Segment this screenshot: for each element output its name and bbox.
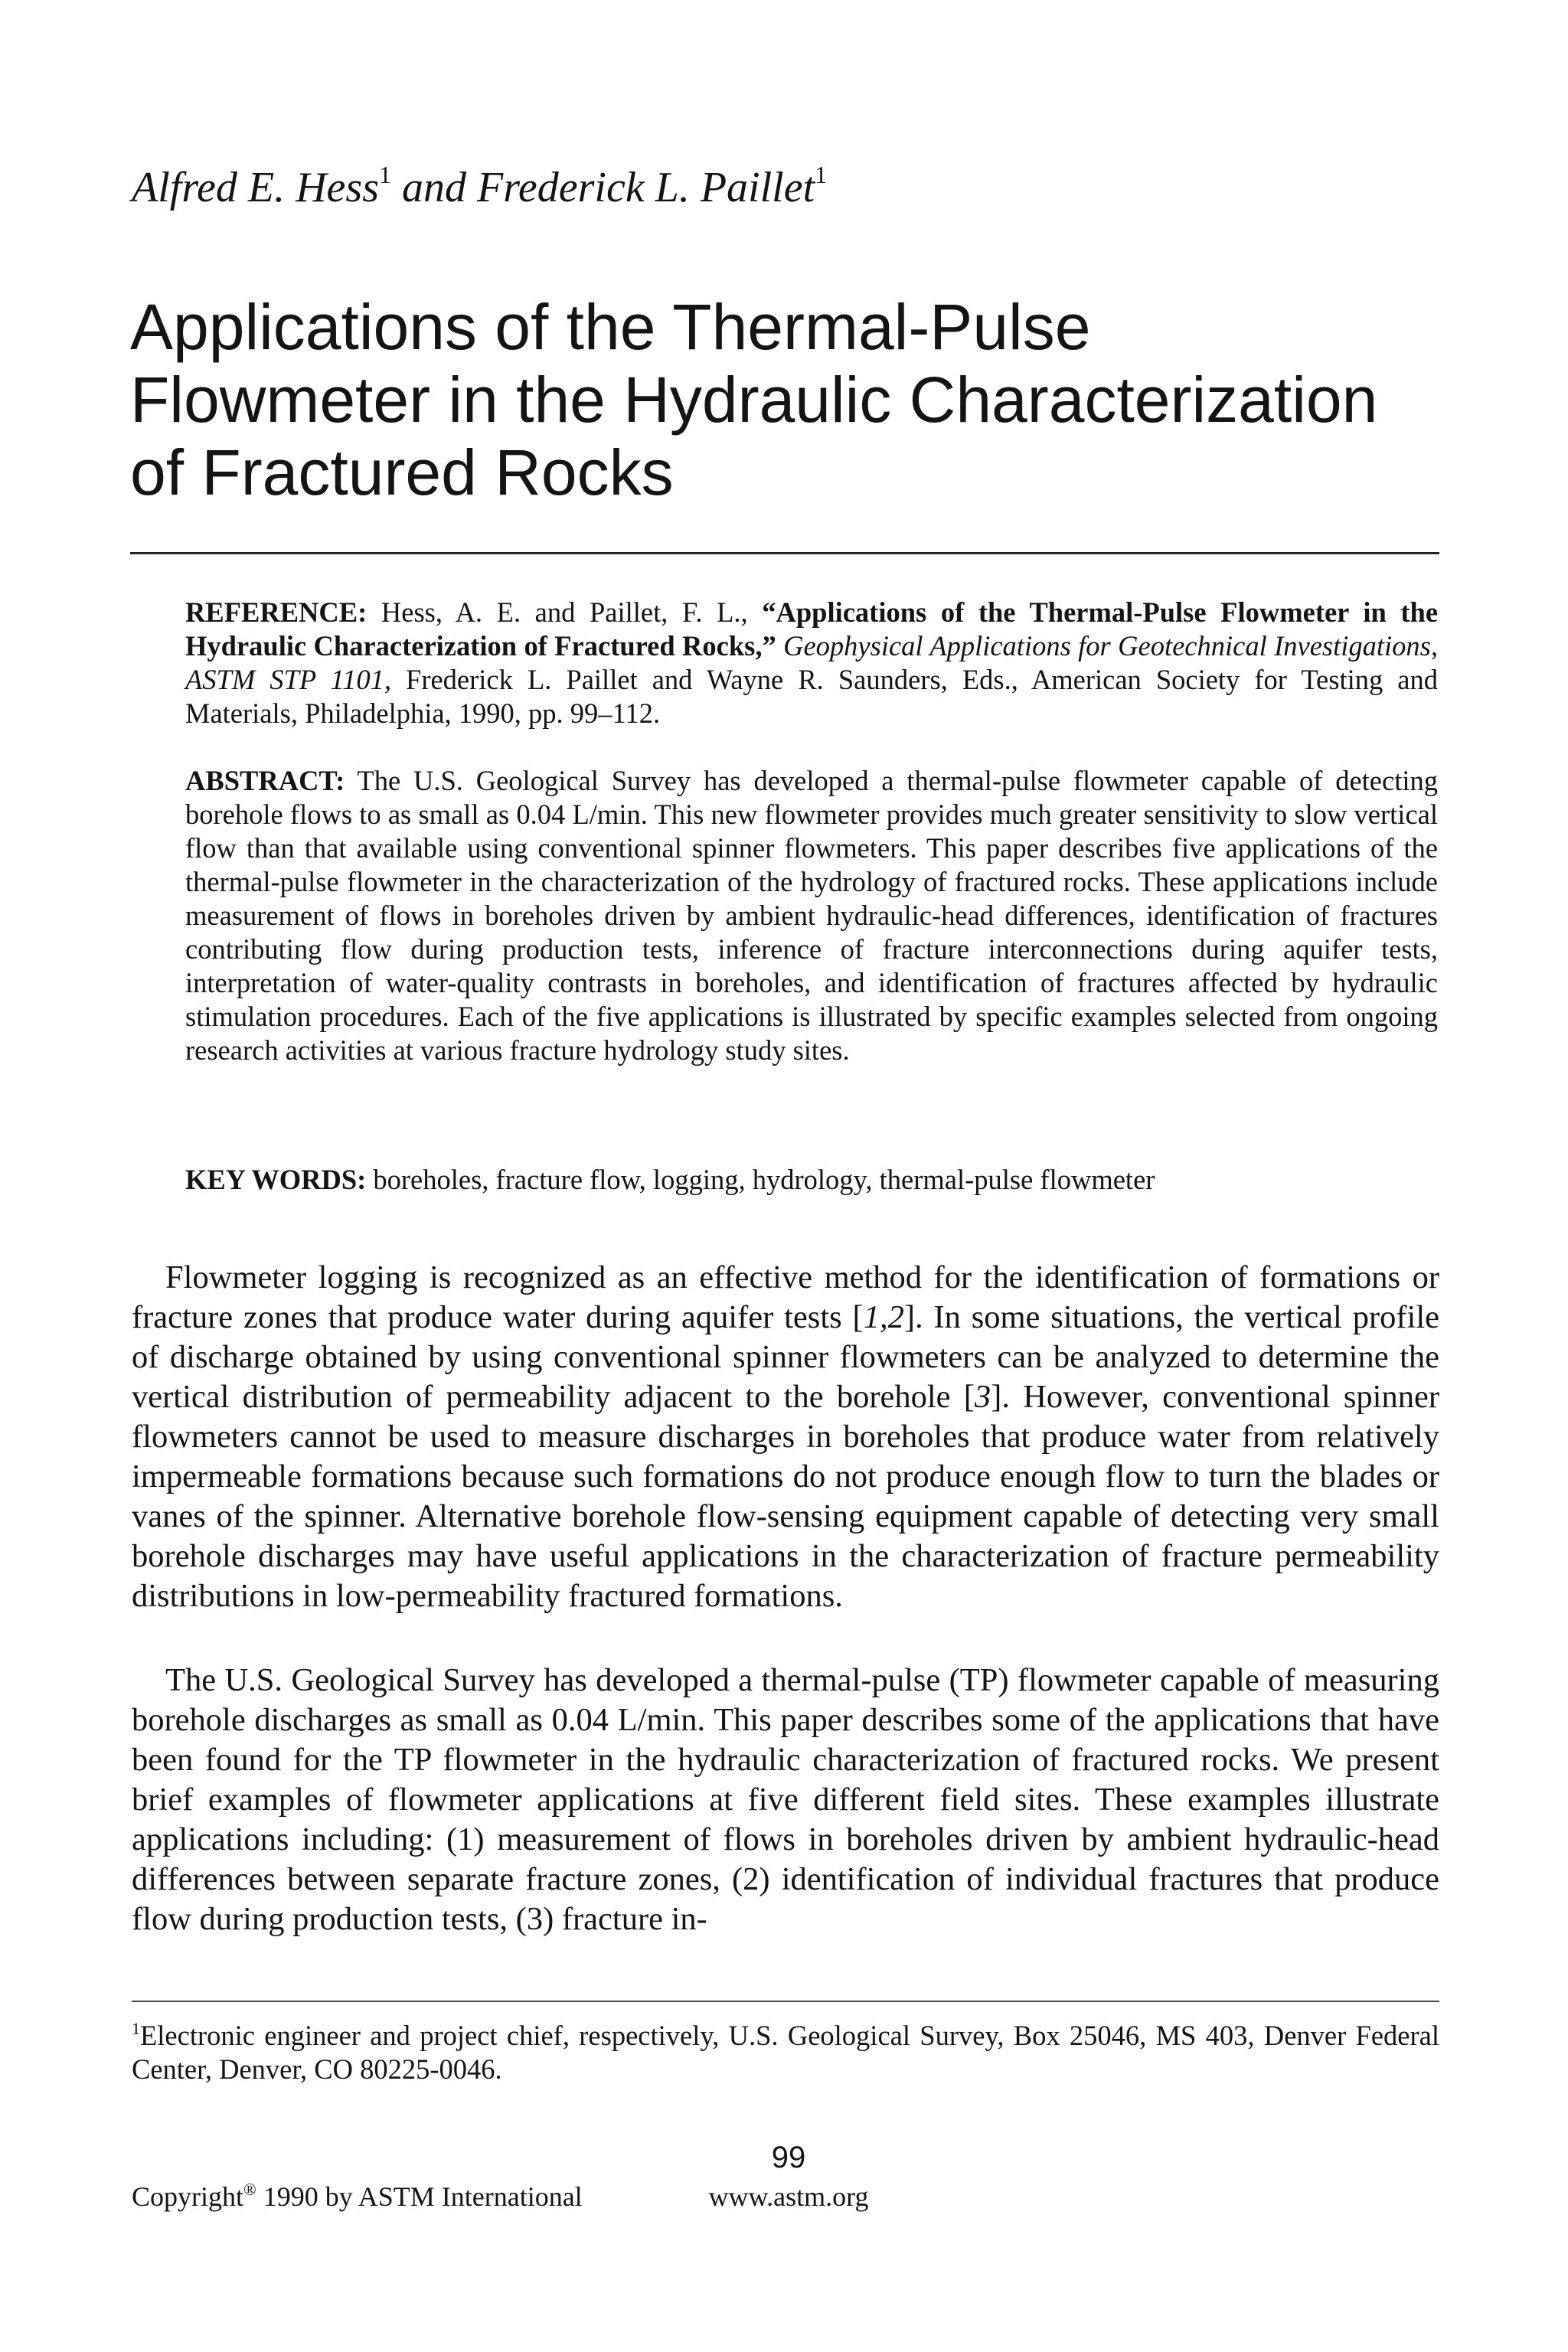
paragraph-text: ]. In some situations, the vertical profile of discharge obtained by using conventional spinner flowmeters can be analyzed to determine the vertical distribution of permeability adjacent to the borehole [ [132,1299,1439,1415]
author-name: Alfred E. Hess [132,164,379,211]
keywords-text: boreholes, fracture flow, logging, hydrology, thermal-pulse flowmeter [373,1164,1155,1195]
paragraph-text: Flowmeter logging is recognized as an effective method for the identification of formations or fracture zones that produce water during aquifer tests [ [132,1259,1439,1335]
footnote-marker: 1 [132,2019,140,2038]
keywords-label: KEY WORDS: [185,1164,367,1195]
citation-ref: 3 [974,1379,991,1415]
page-number: 99 [771,2141,806,2174]
citation-ref: 1,2 [863,1299,904,1335]
reference-authors: Hess, A. E. and Paillet, F. L., [381,596,748,628]
reference-label: REFERENCE: [185,596,368,628]
abstract-label: ABSTRACT: [185,765,345,796]
footnote [132,2019,1439,2086]
author-conjunction: and [401,164,466,211]
title-line: Applications of the Thermal-Pulse [130,291,1091,363]
title-line: of Fractured Rocks [130,436,674,508]
body-paragraph [132,1661,1439,1939]
footnote-marker: 1 [815,161,828,188]
footnote-marker: 1 [378,161,391,188]
registered-mark: ® [243,2180,256,2199]
copyright-suffix: 1990 by ASTM International [256,2181,583,2212]
footnote-divider [132,2001,1439,2002]
footnote-text: Electronic engineer and project chief, respectively, U.S. Geological Survey, Box 25046, MS 403, Denver Federal Center, Denver, CO 80225-0046. [132,2020,1439,2085]
reference-article-title: “Applications of the Thermal-Pulse Flowmeter in the Hydraulic Characterization of Fractured Rocks,” [185,596,1439,662]
publisher-url: www.astm.org [708,2181,869,2212]
body-paragraph [132,1258,1439,1616]
author-line [132,162,1433,214]
reference-block [185,596,1438,730]
paper-title [130,291,1432,509]
copyright-notice [132,2180,583,2213]
title-line: Flowmeter in the Hydraulic Characterization [130,364,1378,436]
keywords-block [185,1163,1438,1197]
author-name: Frederick L. Paillet [476,164,815,211]
abstract-text: The U.S. Geological Survey has developed a thermal-pulse flowmeter capable of detecting borehole flows to as small as 0.04 L/min. This new flowmeter provides much greater sensitivity to slow vertical flow than that available using conventional spinner flowmeters. This paper describes five applications of the thermal-pulse flowmeter in the characterization of the hydrology of fractured rocks. These applications include measurement of flows in boreholes driven by ambient hydraulic-head differences, identification of fractures contributing flow during production tests, inference of fracture interconnections during aquifer tests, interpretation of water-quality contrasts in boreholes, and identification of fractures affected by hydraulic stimulation procedures. Each of the five applications is illustrated by specific examples selected from ongoing research activities at various fracture hydrology study sites. [185,765,1438,1066]
copyright-prefix: Copyright [132,2181,244,2212]
paragraph-text: The U.S. Geological Survey has developed a thermal-pulse (TP) flowmeter capable of measuring borehole discharges as small as 0.04 L/min. This paper describes some of the applications that have been found for the TP flowmeter in the hydraulic characterization of fractured rocks. We present brief examples of flowmeter applications at five different field sites. These examples illustrate applications including: (1) measurement of flows in boreholes driven by ambient hydraulic-head differences between separate fracture zones, (2) identification of individual fractures that produce flow during production tests, (3) fracture in- [132,1662,1439,1937]
paragraph-text: ]. However, conventional spinner flowmeters cannot be used to measure discharges in boreholes that produce water from relatively impermeable formations because such formations do not produce enough flow to turn the blades or vanes of the spinner. Alternative borehole flow-sensing equipment capable of detecting very small borehole discharges may have useful applications in the characterization of fracture permeability distributions in low-permeability fractured formations. [132,1379,1439,1614]
abstract-block [185,764,1438,1067]
reference-book-title: Geophysical Applications for Geotechnical Investigations, ASTM STP 1101, [185,630,1438,695]
reference-details: Frederick L. Paillet and Wayne R. Saunders, Eds., American Society for Testing and Materials, Philadelphia, 1990, pp. 99–112. [185,664,1439,729]
title-divider [130,552,1439,554]
